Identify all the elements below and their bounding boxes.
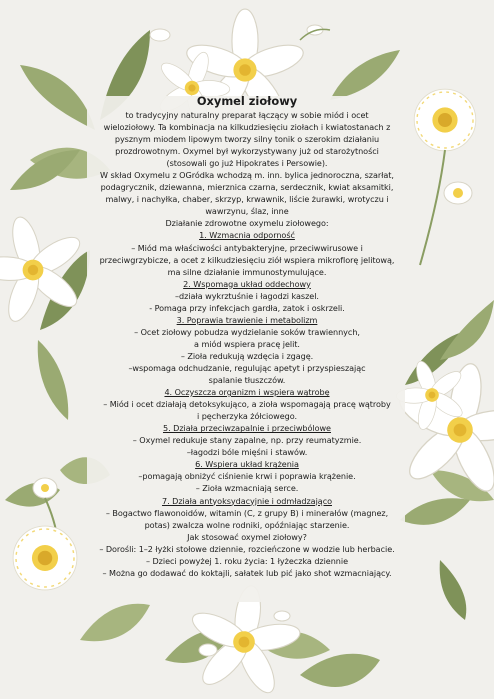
text-line: malwy, i nachyłka, chaber, skrzyp, krwawnik, liście żurawki, wrotyczu i <box>105 194 389 205</box>
text-line: i pęcherzyka żółciowego. <box>196 411 297 422</box>
section-heading: 2. Wspomaga układ oddechowy <box>183 278 311 289</box>
text-line: - Pomaga przy infekcjach gardła, zatok i oskrzeli. <box>149 302 345 313</box>
section-heading: 4. Oczyszcza organizm i wspiera wątrobę <box>164 387 330 398</box>
text-line: Działanie zdrowotne oxymelu ziołowego: <box>165 218 329 229</box>
text-line: – Bogactwo flawonoidów, witamin (C, z grupy B) i minerałów (magnez, <box>105 507 389 518</box>
section-heading: 7. Działa antyoksydacyjnie i odmładzająco <box>162 495 332 506</box>
text-line: pysznym miodem lipowym tworzy silny tonik o szerokim działaniu <box>114 134 380 145</box>
text-line: – Dorośli: 1–2 łyżki stołowe dziennie, rozcieńczone w wodzie lub herbacie. <box>99 543 395 554</box>
text-line: –łagodzi bóle mięśni i stawów. <box>186 447 308 458</box>
text-line: W skład Oxymelu z OGródka wchodzą m. inn. bylica jednoroczna, szarłat, <box>100 170 394 181</box>
text-line: wieloziołowy. Ta kombinacja na kilkudziesięciu ziołach i kwiatostanach z <box>103 122 391 133</box>
text-line: a miód wspiera pracę jelit. <box>194 338 300 349</box>
section-heading: 1. Wzmacnia odporność <box>199 230 295 241</box>
text-line: – Miód ma właściwości antybakteryjne, przeciwwirusowe i <box>131 242 363 253</box>
section-heading: 6. Wspiera układ krążenia <box>195 459 299 470</box>
flower-bud-icon <box>444 182 472 204</box>
document-body <box>62 109 432 579</box>
text-line: wawrzynu, ślaz, inne <box>205 206 289 217</box>
text-line: – Dzieci powyżej 1. roku życia: 1 łyżeczka dziennie <box>145 555 349 566</box>
text-line: podagrycznik, dziewanna, mierznica czarna, serdecznik, kwiat aksamitki, <box>100 182 394 193</box>
text-line: ma silne działanie immunostymulujące. <box>167 266 327 277</box>
text-line: –wspomaga odchudzanie, regulując apetyt i przyspieszając <box>128 362 366 373</box>
text-line: – Można go dodawać do koktajli, sałatek lub pić jako shot wzmacniający. <box>102 567 392 578</box>
text-line: –działa wykrztuśnie i łagodzi kaszel. <box>175 290 319 301</box>
text-line: to tradycyjny naturalny preparat łączący w sobie miód i ocet <box>125 110 369 120</box>
document-content <box>62 94 432 579</box>
text-line: przeciwgrzybicze, a ocet z kilkudziesięciu ziół wspiera mikroflorę jelitową, <box>99 254 395 265</box>
text-line: potas) zwalcza wolne rodniki, opóźniając starzenie. <box>144 519 350 530</box>
section-heading: 5. Działa przeciwzapalnie i przeciwbólowe <box>163 423 331 434</box>
text-line: (stosowali go już Hipokrates i Persowie). <box>166 158 328 169</box>
text-line: –pomagają obniżyć ciśnienie krwi i poprawia krążenie. <box>138 471 356 482</box>
section-heading: 3. Poprawia trawienie i metabolizm <box>176 314 318 325</box>
page-title: Oxymel ziołowy <box>196 94 298 108</box>
text-line: – Zioła redukują wzdęcia i zgagę. <box>180 350 314 361</box>
text-line: Jak stosować oxymel ziołowy? <box>187 531 307 542</box>
text-line: – Miód i ocet działają detoksykująco, a zioła wspomagają pracę wątroby <box>103 399 391 410</box>
text-line: spalanie tłuszczów. <box>208 375 286 386</box>
text-line: – Ocet ziołowy pobudza wydzielanie soków trawiennych, <box>134 326 360 337</box>
text-line: prozdrowotnym. Oxymel był wykorzystywany już od starożytności <box>115 146 379 157</box>
text-line: – Oxymel redukuje stany zapalne, np. przy reumatyzmie. <box>132 435 362 446</box>
text-line: – Zioła wzmacniają serce. <box>195 483 299 494</box>
